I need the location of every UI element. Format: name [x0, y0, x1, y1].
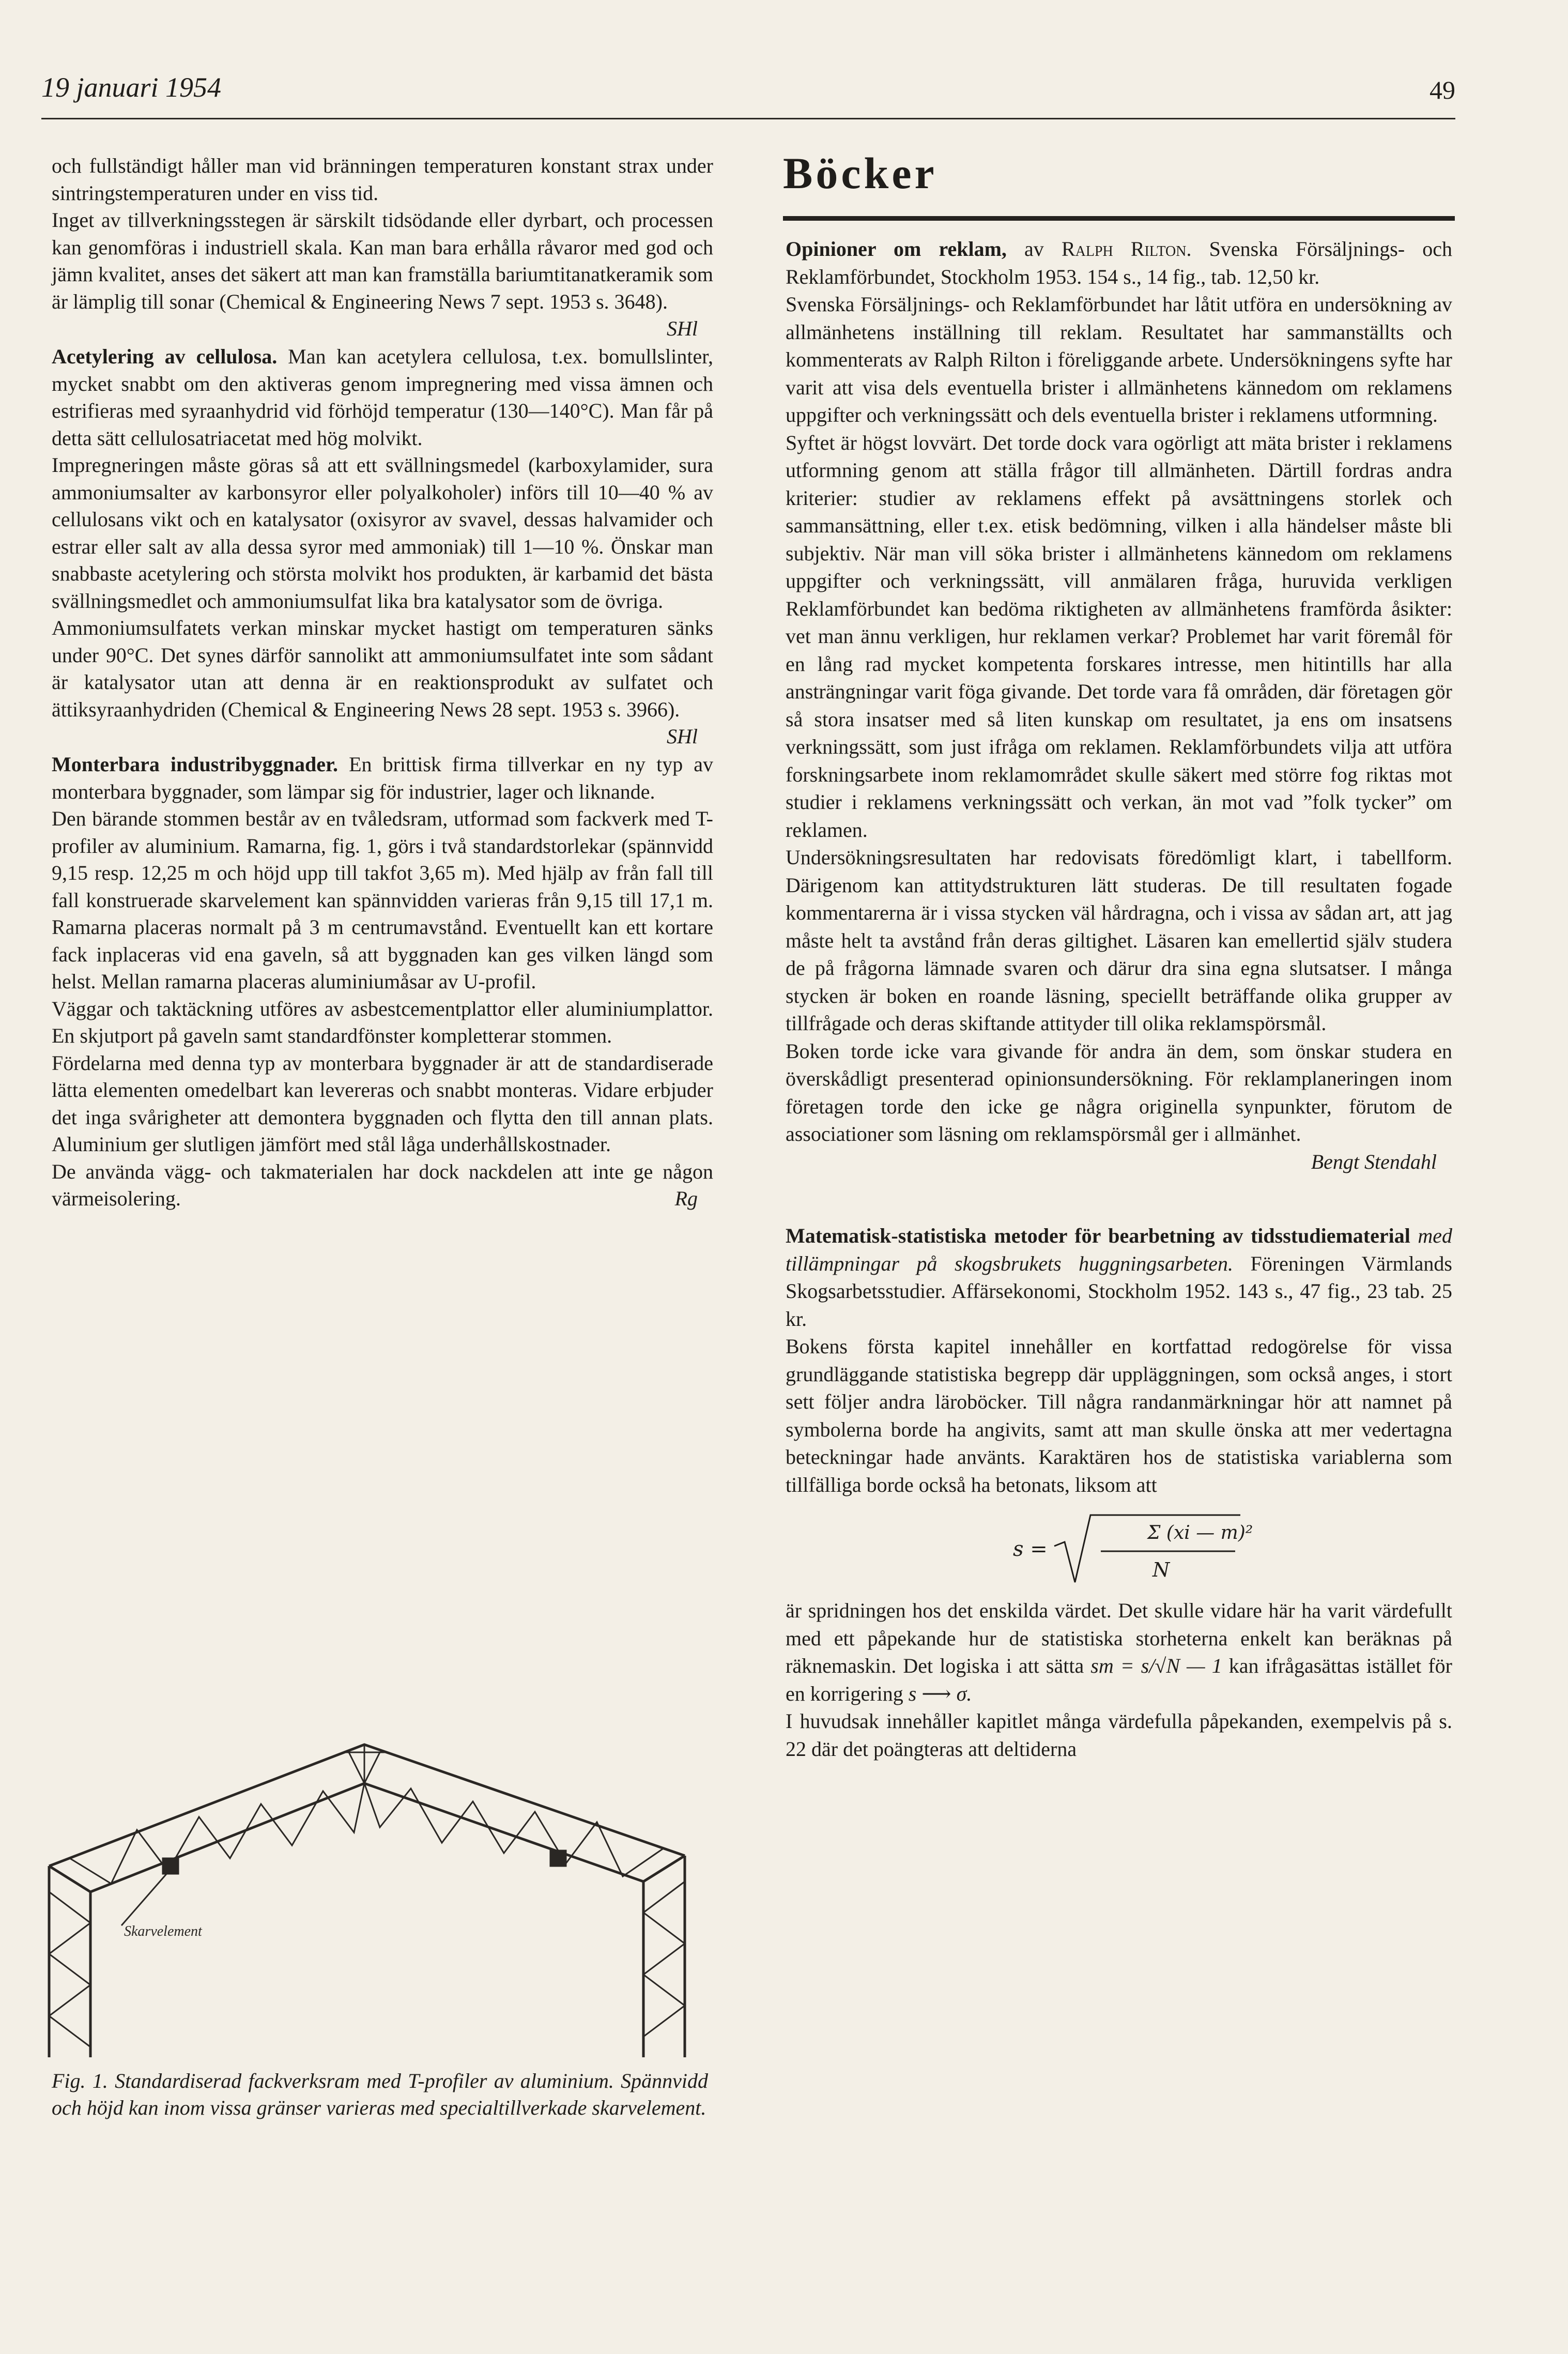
- paragraph: Väggar och taktäckning utföres av asbestcementplattor eller aluminiumplattor. En skjutport på gaveln samt standardfönster kompletterar stommen.: [52, 997, 713, 1047]
- signature: SHl: [667, 725, 698, 748]
- signature: Rg: [674, 1187, 698, 1210]
- formula-denominator: N: [1152, 1558, 1170, 1581]
- article-acetylering: Acetylering av cellulosa. Man kan acetylera cellulosa, t.ex. bomullslinter, mycket snabbt om den aktiveras genom impregnering med vissa ämnen och estrifieras med syraanhydrid vid förhöjd temperatur (130—140°C). Man får på detta sätt cellulosatriacetat med hög molvikt.: [52, 345, 713, 450]
- book-title: Matematisk-statistiska metoder för bearbetning av tidsstudiematerial: [786, 1224, 1410, 1247]
- formula-lhs: s =: [1013, 1537, 1048, 1561]
- section-rule: [783, 216, 1455, 221]
- paragraph: Inget av tillverkningsstegen är särskilt tidsödande eller dyrbart, och processen kan genomföras i industriell skala. Kan man bara erhålla råvaror med god och jämn kvalitet, anses det säkert att man kan framställa bariumtitanatkeramik som är lämplig till sonar (Chemical & Engineering News 7 sept. 1953 s. 3648). SHl: [52, 207, 713, 315]
- truss-frame-drawing: [44, 1726, 716, 2057]
- paragraph: Fördelarna med denna typ av monterbara byggnader är att de standardiserade lätta elementen omedelbart kan levereras och snabbt monteras. Vidare erbjuder det inga svårigheter att demontera byggnaden och flytta den till annan plats. Aluminium ger slutligen jämfört med stål låga underhållskostnader.: [52, 1051, 713, 1156]
- paragraph: är spridningen hos det enskilda värdet. Det skulle vidare här ha varit värdefullt med ett påpekande hur de statistiska storheterna enkelt kan beräknas på räknemaskin. Det logiska i att sätta sm = s/√N — 1 kan ifrågasättas istället för en korrigering s ⟶ σ.: [786, 1599, 1453, 1705]
- article-title: Monterbara industribyggnader.: [52, 753, 339, 776]
- paragraph: I huvudsak innehåller kapitlet många värdefulla påpekanden, exempelvis på s. 22 där det poängteras att deltiderna: [786, 1709, 1452, 1761]
- article-title: Acetylering av cellulosa.: [52, 345, 278, 368]
- paragraph: De använda vägg- och takmaterialen har dock nackdelen att inte ge någon värmeisolering. Rg: [52, 1158, 713, 1213]
- formula-numerator: Σ (xi — m)²: [1147, 1522, 1253, 1543]
- formula-standard-deviation: [786, 1510, 1452, 1587]
- paragraph: Bokens första kapitel innehåller en kortfattad redogörelse för vissa grundläggande statistiska begrepp där uppläggningen, som också anges, i stort sett följer andra läroböcker. Till några randanmärkningar hör att namnet på symbolerna borde ha angivits, samt att man skulle önska att mer vedertagna beteckningar hade använts. Karaktären hos de statistiska variablerna som tillfälliga borde också ha betonats, liksom att: [786, 1335, 1452, 1496]
- right-column: [786, 235, 1452, 1763]
- paragraph: Undersökningsresultaten har redovisats föredömligt klart, i tabellform. Därigenom kan attitydstrukturen lätt studeras. De till resultaten fogade kommentarerna är i vissa stycken väl hårdragna, och i vissa av sådan art, att jag måste helt ta avstånd från deras giltighet. Läsaren kan emellertid själv studera de på frågorna lämnade svaren och därur dra sina egna slutsatser. I många stycken är boken en roande läsning, speciellt beträffande olika grupper av tillfrågade och deras skiftande attityder till olika reklamspörsmål.: [786, 846, 1452, 1035]
- paragraph: Svenska Försäljnings- och Reklamförbundet har låtit utföra en undersökning av allmänhetens inställning till reklam. Resultatet har sammanställts och kommenterats av Ralph Rilton i föreliggande arbete. Undersökningens syfte har varit att visa dels eventuella brister i allmänhetens kännedom om reklamens uppgifter och verkningssätt och dels eventuella brister i reklamens utformning.: [786, 293, 1452, 426]
- inline-formula: s ⟶ σ.: [908, 1682, 972, 1705]
- paragraph: Boken torde icke vara givande för andra än dem, som önskar studera en överskådligt presenterad opinionsundersökning. För reklamplaneringen inom företagen torde den icke ge några originella synpunkter, förutom de associationer som läsning om reklamspörsmål ger i allmänhet.: [786, 1039, 1452, 1145]
- book-subtitle: med tillämpningar på skogsbrukets huggningsarbeten.: [786, 1224, 1452, 1275]
- book-title: Opinioner om reklam,: [786, 237, 1007, 261]
- reviewer-signature: Bengt Stendahl: [1311, 1150, 1437, 1173]
- paragraph: Den bärande stommen består av en tvåledsram, utformad som fackverk med T-profiler av aluminium. Ramarna, fig. 1, görs i två standardstorlekar (spännvidd 9,15 resp. 12,25 m och höjd upp till takfot 3,65 m). Med hjälp av från fall till fall konstruerade skarvelement kan spännvidden varieras från 9,15 till 17,1 m. Ramarna placeras normalt på 3 m centrumavstånd. Eventuellt kan ett kortare fack inplaceras vid ena gaveln, så att byggnaden kan ges vilken längd som helst. Mellan ramarna placeras aluminiumåsar av U-profil.: [52, 807, 713, 993]
- article-monterbara: Monterbara industribyggnader. En brittisk firma tillverkar en ny typ av monterbara byggnader, som lämpar sig för industrier, lager och liknande.: [52, 753, 714, 803]
- header-rule: [41, 118, 1455, 119]
- paragraph: och fullständigt håller man vid bränningen temperaturen konstant strax under sintringstemperaturen under en viss tid.: [52, 154, 713, 205]
- skarvelement-label: Skarvelement: [124, 1923, 202, 1939]
- header-date: 19 januari 1954: [41, 72, 222, 103]
- book-review-heading: Matematisk-statistiska metoder för bearbetning av tidsstudiematerial med tillämpningar på skogsbrukets huggningsarbeten. Föreningen Värmlands Skogsarbetsstudier. Affärsekonomi, Stockholm 1952. 143 s., 47 fig., 23 tab. 25 kr.: [786, 1224, 1453, 1331]
- truss-frame-figure: [44, 1726, 716, 2057]
- figure-caption: Fig. 1. Standardiserad fackverksram med T-profiler av aluminium. Spännvidd och höjd kan inom vissa gränser varieras med specialtillverkade skarvelement.: [52, 2069, 708, 2119]
- book-review-heading: Opinioner om reklam, av Ralph Rilton. Svenska Försäljnings- och Reklamförbundet, Stockholm 1953. 154 s., 14 fig., tab. 12,50 kr.: [786, 237, 1453, 288]
- section-title-books: Böcker: [783, 148, 937, 198]
- paragraph: Syftet är högst lovvärt. Det torde dock vara ogörligt att mäta brister i reklamens utformning genom att ställa frågor till allmänheten. Därtill fordras andra kriterier: studier av reklamens effekt på avsättningens storlek och sammansättning, eller t.ex. etisk bedömning, vilken i alla händelser måste bli subjektiv. När man vill söka brister i allmänhetens kännedom om reklamens uppgifter och verkningssätt, vill anmälaren fråga, huruvida verkligen Reklamförbundet kan bedöma riktigheten av allmänhetens framförda åsikter: vet man ännu verkligen, hur reklamen verkar? Problemet har varit föremål för en lång rad mycket kompetenta forskares intresse, men hitintills har alla ansträngningar varit föga givande. Det torde vara få områden, där företagen gör så stora insatser med så liten kunskap om resultatet, ja ens om insatsens verkningssätt, som just ifråga om reklamen. Reklamförbundets vilja att utföra forskningsarbete inom reklamområdet skulle säkert med större fog riktas mot studier i reklamens verkningssätt och verkan, än mot vad ”folk tycker” om reklamen.: [786, 431, 1452, 842]
- inline-formula: sm = s/√N — 1: [1090, 1654, 1222, 1677]
- page-number: 49: [1429, 75, 1455, 104]
- signature: SHl: [667, 317, 698, 340]
- left-column: [52, 152, 713, 1213]
- paragraph: Impregneringen måste göras så att ett svällningsmedel (karboxylamider, sura ammoniumsalter av karbonsyror eller polyalkoholer) införs till 10—40 % av cellulosans vikt och en katalysator (oxisyror av svavel, dessas halvamider och estrar eller salt av alla dessa syror med ammoniak) till 1—10 %. Önskar man snabbaste acetylering och största molvikt hos produkten, är karbamid det bästa svällningsmedlet och ammoniumsulfat lika bra katalysator som de övriga.: [52, 453, 713, 613]
- paragraph: Ammoniumsulfatets verkan minskar mycket hastigt om temperaturen sänks under 90°C. Det synes därför sannolikt att ammoniumsulfatet inte som sådant är katalysator utan att denna är en reaktionsprodukt av sulfatet och ättiksyraanhydriden (Chemical & Engineering News 28 sept. 1953 s. 3966). SHl: [52, 615, 713, 723]
- book-author: Ralph Rilton.: [1061, 237, 1192, 261]
